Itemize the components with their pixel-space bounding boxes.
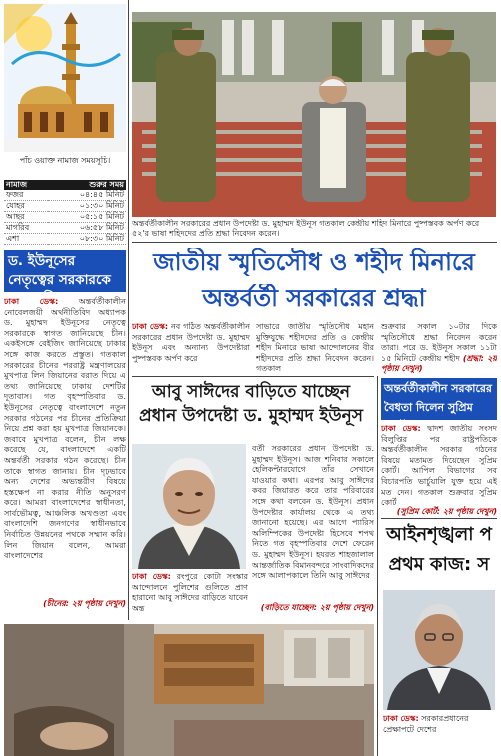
law-headline-line1: আইনশৃঙ্খলা প xyxy=(386,524,492,545)
divider xyxy=(132,242,497,243)
law-story-portrait xyxy=(383,590,495,710)
prayer-col-name: নামাজ xyxy=(6,180,28,189)
yunus-story-jump[interactable]: (বাড়িতে যাচ্ছেন: ২য় পৃষ্ঠায় দেখুন) xyxy=(260,603,374,612)
column-divider xyxy=(128,0,129,620)
divider xyxy=(132,376,374,377)
yunus-story-body-lower xyxy=(132,572,248,614)
law-story-dateline: ঢাকা ডেস্ক: xyxy=(383,714,419,723)
prayer-name: এশা xyxy=(4,234,48,245)
left-story-dateline: ঢাকা ডেস্ক: xyxy=(4,296,59,306)
prayer-logo xyxy=(4,4,126,152)
column-divider xyxy=(377,376,378,756)
left-story-text: অন্তর্বর্তীকালীন নোবেলজয়ী অর্থনীতিবিদ অধ্যাপক ড. মুহাম্মদ ইউনূসের নেতৃত্বে সরকারকে স্বাগত জানিয়েছে চীন। একইসঙ্গে বেইজিং জানিয়েছে ঢাকার সঙ্গে কাজ করতে প্রস্তুত। গতকাল সরকারের চীনের পররাষ্ট্র মন্ত্রণালয়ের মুখপাত্র লিন জিয়ানের বরাত দিয়ে এ তথ্য জানিয়েছে ঢাকায় দেশটির দূতাবাস। গত বৃহস্পতিবার ড. ইউনূসের নেতৃত্বে বাংলাদেশে নতুন সরকার গঠনের পর চীনের প্রতিক্রিয়া নিয়ে প্রশ্ন করা হয় মুখপাত্র জিয়ানকে। জবাবে মুখপাত্র বলেন, চীন লক্ষ করেছে যে, বাংলাদেশে একটি অন্তর্বর্তী সরকার গঠন করেছে। চীন তাকে স্বাগত জানায়। চীন দৃঢ়ভাবে অন্য দেশের অভ্যন্তরীণ বিষয়ে হস্তক্ষেপ না করার নীতি অনুসরণ করে। আমরা বাংলাদেশের স্বাধীনতা, সার্বভৌমত্ব, আঞ্চলিক অখণ্ডতা এবং বাংলাদেশি জনগণের স্বাধীনভাবে নির্বাচিত উন্নয়নের পথকে সম্মান করি। লিন জিয়ান বলেন, আমরা বাংলাদেশের xyxy=(4,296,126,561)
yunus-story-text: রংপুরে কোটা সংস্কার আন্দোলনে পুলিশের গুলিতে প্রাণ হারানো আবু সাঈদের বাড়িতে যাবেন অন্ত xyxy=(132,572,248,613)
court-story-jump[interactable]: (সুপ্রিম কোর্ট: ২য় পৃষ্ঠায় দেখুন) xyxy=(396,507,497,516)
yunus-portrait xyxy=(132,444,246,569)
prayer-time: ০৮:৩০ মিনিট xyxy=(48,234,126,245)
prayer-name: মাগরিব xyxy=(4,223,48,234)
prayer-time: ০৬:৫৮ মিনিট xyxy=(48,223,126,234)
prayer-name: ফজর xyxy=(4,190,48,201)
left-story-body xyxy=(4,296,126,561)
bottom-photo xyxy=(4,624,374,756)
main-story-dateline: ঢাকা ডেস্ক: xyxy=(132,322,169,331)
main-story-col-a xyxy=(132,322,250,364)
left-story-jump[interactable]: (চীনের: ২য় পৃষ্ঠায় দেখুন) xyxy=(43,599,126,608)
yunus-story-body: বর্তী সরকারের প্রধান উপদেষ্টা ড. মুহাম্মদ ইউনূস। আজ শনিবার সকালে হেলিকপ্টারযোগে তাঁর সেখানে যাওয়ার কথা। এরপর আবু সাঈদের কবর জিয়ারত করে তার পরিবারের সঙ্গে কথা বলবেন ড. ইউনূস। প্রধান উপদেষ্টার কার্যালয় থেকে এ তথ্য জানানো হয়েছে। এর আগে প্যারিস অলিম্পিকের উপদেষ্টা হিসেবে শপথ নিতে গত বৃহস্পতিবার দেশে ফেরেন ড. মুহাম্মদ ইউনূস। হযরত শাহজালাল আন্তর্জাতিক বিমানবন্দরে সাংবাদিকদের সঙ্গে আলাপকালে তিনি আবু সাঈদের xyxy=(252,444,374,581)
court-story-body xyxy=(381,424,497,509)
main-headline-line2: অন্তর্বর্তী সরকারের শ্রদ্ধা xyxy=(202,284,426,312)
top-photo xyxy=(132,12,496,217)
divider xyxy=(381,518,497,519)
law-story-text: সরকারপ্রধানের প্রেক্ষাপটে দেশের xyxy=(383,714,469,734)
main-headline-line1: জাতীয় স্মৃতিসৌধ ও শহীদ মিনারে xyxy=(153,248,475,276)
court-story-headline: অন্তর্বর্তীকালীন সরকারের বৈধতা দিলেন সুপ্রিম xyxy=(381,378,497,420)
law-story-body xyxy=(383,714,495,735)
main-story-col-c xyxy=(381,322,497,375)
law-headline-line2: প্রথম কাজ: স xyxy=(388,554,490,575)
prayer-time-table xyxy=(4,180,126,245)
yunus-story-headline: আবু সাঈদের বাড়িতে যাচ্ছেন প্রধান উপদেষ্টা ড. মুহাম্মদ ইউনূস xyxy=(139,382,363,426)
prayer-time: ০৫:১৫ মিনিট xyxy=(48,212,126,223)
yunus-story-dateline: ঢাকা ডেস্ক: xyxy=(132,572,171,581)
main-story-text-c: শুক্রবার সকাল ১০টার দিকে স্মৃতিসৌধে শ্রদ্ধা নিবেদন করেন তারা। পরে ড. ইউনূস সকাল ১১টা ১৫ মিনিটে কেন্দ্রীয় শহীদ xyxy=(381,322,497,363)
prayer-time: ০১:৩০ মিনিট xyxy=(48,201,126,212)
court-story-text: দ্বাদশ জাতীয় সংসদ বিলুপ্তির পর রাষ্ট্রপতিকে অন্তর্বর্তীকালীন সরকার গঠনের বিষয়ে মতামত দিয়েছেন সুপ্রিম কোর্ট। আপিল বিভাগের সব বিচারপতি ভার্চুয়ালি যুক্ত হয়ে এই মত দেন। গতকাল শুক্রবার সুপ্রিম কোর্ট xyxy=(381,424,497,508)
court-story-dateline: ঢাকা ডেস্ক: xyxy=(381,424,421,433)
main-story-text-a: নব গঠিত অন্তর্বর্তীকালীন সরকারের প্রধান উপদেষ্টা ড. মুহাম্মদ ইউনূস এবং অন্যান্য উপদেষ্টারা পুষ্পস্তবক অর্পণ করে xyxy=(132,322,250,363)
top-photo-caption: অন্তর্বর্তীকালীন সরকারের প্রধান উপদেষ্টা ড. মুহাম্মদ ইউনূস গতকাল কেন্দ্রীয় শহিদ মিনারে পুষ্পস্তবক অর্পণ করে ৫২'র ভাষা শহিদদের প্রতি শ্রদ্ধা নিবেদন করেন। xyxy=(132,219,480,238)
prayer-col-time: শুরুর সময় xyxy=(89,180,124,189)
main-story-jump[interactable]: (শ্রদ্ধা: ২য় পৃষ্ঠায় দেখুন) xyxy=(381,353,497,374)
prayer-schedule-title: পাঁচ ওয়াক্ত নামাজ সময়সূচি। xyxy=(19,156,111,165)
prayer-time: ০৪:৪৫ মিনিট xyxy=(48,190,126,201)
prayer-name: আছর xyxy=(4,212,48,223)
main-story-col-b: সাভারে জাতীয় স্মৃতিসৌধ মহান মুক্তিযুদ্ধে শহীদদের প্রতি ও কেন্দ্রীয় শহীদ মিনারে ভাষা আন্দোলনের বীর শহীদদের প্রতি শ্রদ্ধা নিবেদন করেন। গতকাল xyxy=(256,322,374,374)
law-story-headline xyxy=(381,520,497,580)
prayer-name: যোহর xyxy=(4,201,48,212)
left-story-headline: ড. ইউনূসের নেতৃত্বের সরকারকে xyxy=(4,250,126,292)
